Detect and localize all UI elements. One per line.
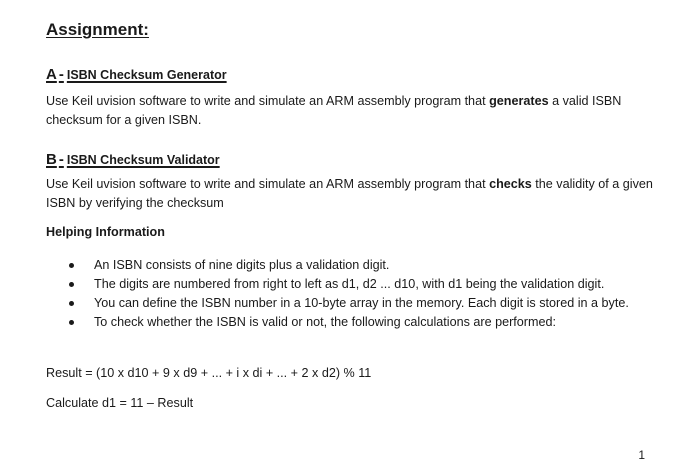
helping-information-heading: Helping Information bbox=[46, 225, 165, 239]
helping-information-list bbox=[66, 256, 656, 332]
section-b-heading bbox=[46, 143, 220, 171]
page-title: Assignment: bbox=[46, 20, 149, 39]
section-b-dash: - bbox=[58, 151, 64, 168]
section-a-text-after: a valid ISBN checksum for a given ISBN. bbox=[46, 94, 622, 127]
section-b-emphasis: checks bbox=[489, 177, 532, 191]
section-b-text-before: Use Keil uvision software to write and simulate an ARM assembly program that bbox=[46, 177, 490, 191]
list-item: An ISBN consists of nine digits plus a validation digit. bbox=[66, 256, 656, 275]
list-item: To check whether the ISBN is valid or not, the following calculations are performed: bbox=[66, 313, 656, 332]
section-a-heading bbox=[46, 58, 227, 86]
section-a-text-before: Use Keil uvision software to write and simulate an ARM assembly program that bbox=[46, 94, 490, 108]
section-a-name: ISBN Checksum Generator bbox=[66, 68, 227, 82]
section-b-name: ISBN Checksum Validator bbox=[66, 153, 220, 167]
section-a-dash: - bbox=[58, 66, 64, 83]
list-item: You can define the ISBN number in a 10-byte array in the memory. Each digit is stored in a byte. bbox=[66, 294, 656, 313]
calculate-formula: Calculate d1 = 11 – Result bbox=[46, 396, 194, 410]
section-a-emphasis: generates bbox=[489, 94, 549, 108]
result-formula: Result = (10 x d10 + 9 x d9 + ... + i x di + ... + 2 x d2) % 11 bbox=[46, 366, 372, 380]
page-number: 1 bbox=[638, 448, 645, 462]
section-b-description bbox=[46, 175, 656, 213]
list-item: The digits are numbered from right to left as d1, d2 ... d10, with d1 being the validation digit. bbox=[66, 275, 656, 294]
section-b-text-after: the validity of a given ISBN by verifying the checksum bbox=[46, 177, 653, 210]
section-a-letter: A bbox=[46, 66, 57, 83]
section-b-letter: B bbox=[46, 151, 57, 168]
section-a-description bbox=[46, 92, 656, 130]
